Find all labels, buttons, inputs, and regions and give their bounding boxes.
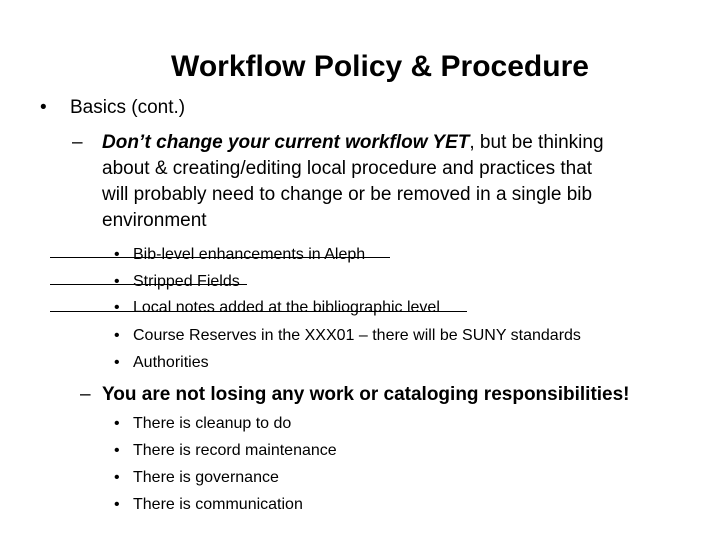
list-item: There is governance <box>133 469 279 486</box>
list-item-bullet: • <box>114 354 120 371</box>
list-item: Local notes added at the bibliographic level <box>133 299 440 316</box>
list-item-bullet: • <box>114 469 120 486</box>
list-item: Stripped Fields <box>133 273 240 290</box>
section1-line-3: will probably need to change or be removed in a single bib <box>102 184 593 205</box>
strikethrough-line-2 <box>50 284 247 285</box>
list-item: Authorities <box>133 354 209 371</box>
list-item-bullet: • <box>114 327 120 344</box>
slide-title: Workflow Policy & Procedure <box>171 50 589 83</box>
list-item: Course Reserves in the XXX01 – there will be SUNY standards <box>133 327 581 344</box>
list-item-bullet: • <box>114 273 120 290</box>
level1-bullet: • <box>40 97 47 118</box>
list-item: There is cleanup to do <box>133 415 292 432</box>
section2-text: You are not losing any work or cataloging responsibilities! <box>102 384 630 405</box>
section1-line-2: about & creating/editing local procedure and practices that <box>102 158 593 179</box>
list-item-bullet: • <box>114 442 120 459</box>
strikethrough-line-1 <box>50 257 390 258</box>
section1-dash: – <box>72 132 83 153</box>
list-item-bullet: • <box>114 415 120 432</box>
strikethrough-line-3 <box>50 311 467 312</box>
section1-paragraph <box>102 130 662 234</box>
section1-line-1-rest: , but be thinking <box>469 132 604 153</box>
section1-line-1 <box>102 130 662 156</box>
section1-line-4: environment <box>102 210 207 231</box>
list-item: There is communication <box>133 496 303 513</box>
list-item-bullet: • <box>114 496 120 513</box>
list-item: Bib-level enhancements in Aleph <box>133 246 366 263</box>
section2-dash: – <box>80 384 91 405</box>
list-item-bullet: • <box>114 299 120 316</box>
list-item-bullet: • <box>114 246 120 263</box>
list-item: There is record maintenance <box>133 442 337 459</box>
section1-emphasis: Don’t change your current workflow YET <box>102 132 470 153</box>
level1-text: Basics (cont.) <box>70 97 186 118</box>
